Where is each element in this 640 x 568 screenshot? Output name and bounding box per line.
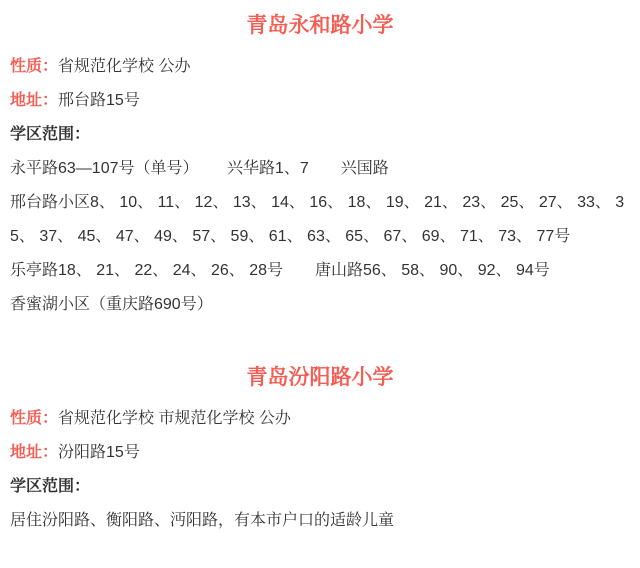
- field-value-nature: 省规范化学校 市规范化学校 公办: [58, 410, 291, 427]
- field-row-nature: [10, 402, 630, 436]
- field-row-address: [10, 436, 630, 470]
- school-section-yongheelu: [10, 12, 630, 322]
- field-value-address: 汾阳路15号: [58, 444, 140, 461]
- district-range-line: 香蜜湖小区（重庆路690号）: [10, 296, 213, 313]
- district-range-line: 居住汾阳路、衡阳路、沔阳路，有本市户口的适龄儿童: [10, 512, 395, 529]
- field-row-address: [10, 84, 630, 118]
- district-range-label: 学区范围：: [10, 126, 91, 143]
- field-value-nature: 省规范化学校 公办: [58, 58, 191, 75]
- district-range-line: 邢台路小区8、 10、 11、 12、 13、 14、 16、 18、 19、 21、 23、 25、 27、 33、 35、 37、 45、 47、 49、 57、 59、 61、 63、 65、 67、 69、 71、 73、 77号: [10, 194, 625, 245]
- field-label-address: 地址：: [10, 92, 59, 109]
- field-value-address: 邢台路15号: [58, 92, 140, 109]
- district-range-label: 学区范围：: [10, 478, 91, 495]
- field-label-nature: 性质：: [10, 58, 59, 75]
- school-title: 青岛永和路小学: [246, 14, 394, 37]
- district-range-line: 乐亭路18、 21、 22、 24、 26、 28号 唐山路56、 58、 90、 92、 94号: [10, 262, 550, 279]
- field-label-address: 地址：: [10, 444, 59, 461]
- field-label-nature: 性质：: [10, 410, 59, 427]
- district-range-line: 永平路63—107号（单号） 兴华路1、7 兴国路: [10, 160, 389, 177]
- field-row-nature: [10, 50, 630, 84]
- school-section-fenyanglu: [10, 364, 630, 538]
- school-title: 青岛汾阳路小学: [246, 366, 394, 389]
